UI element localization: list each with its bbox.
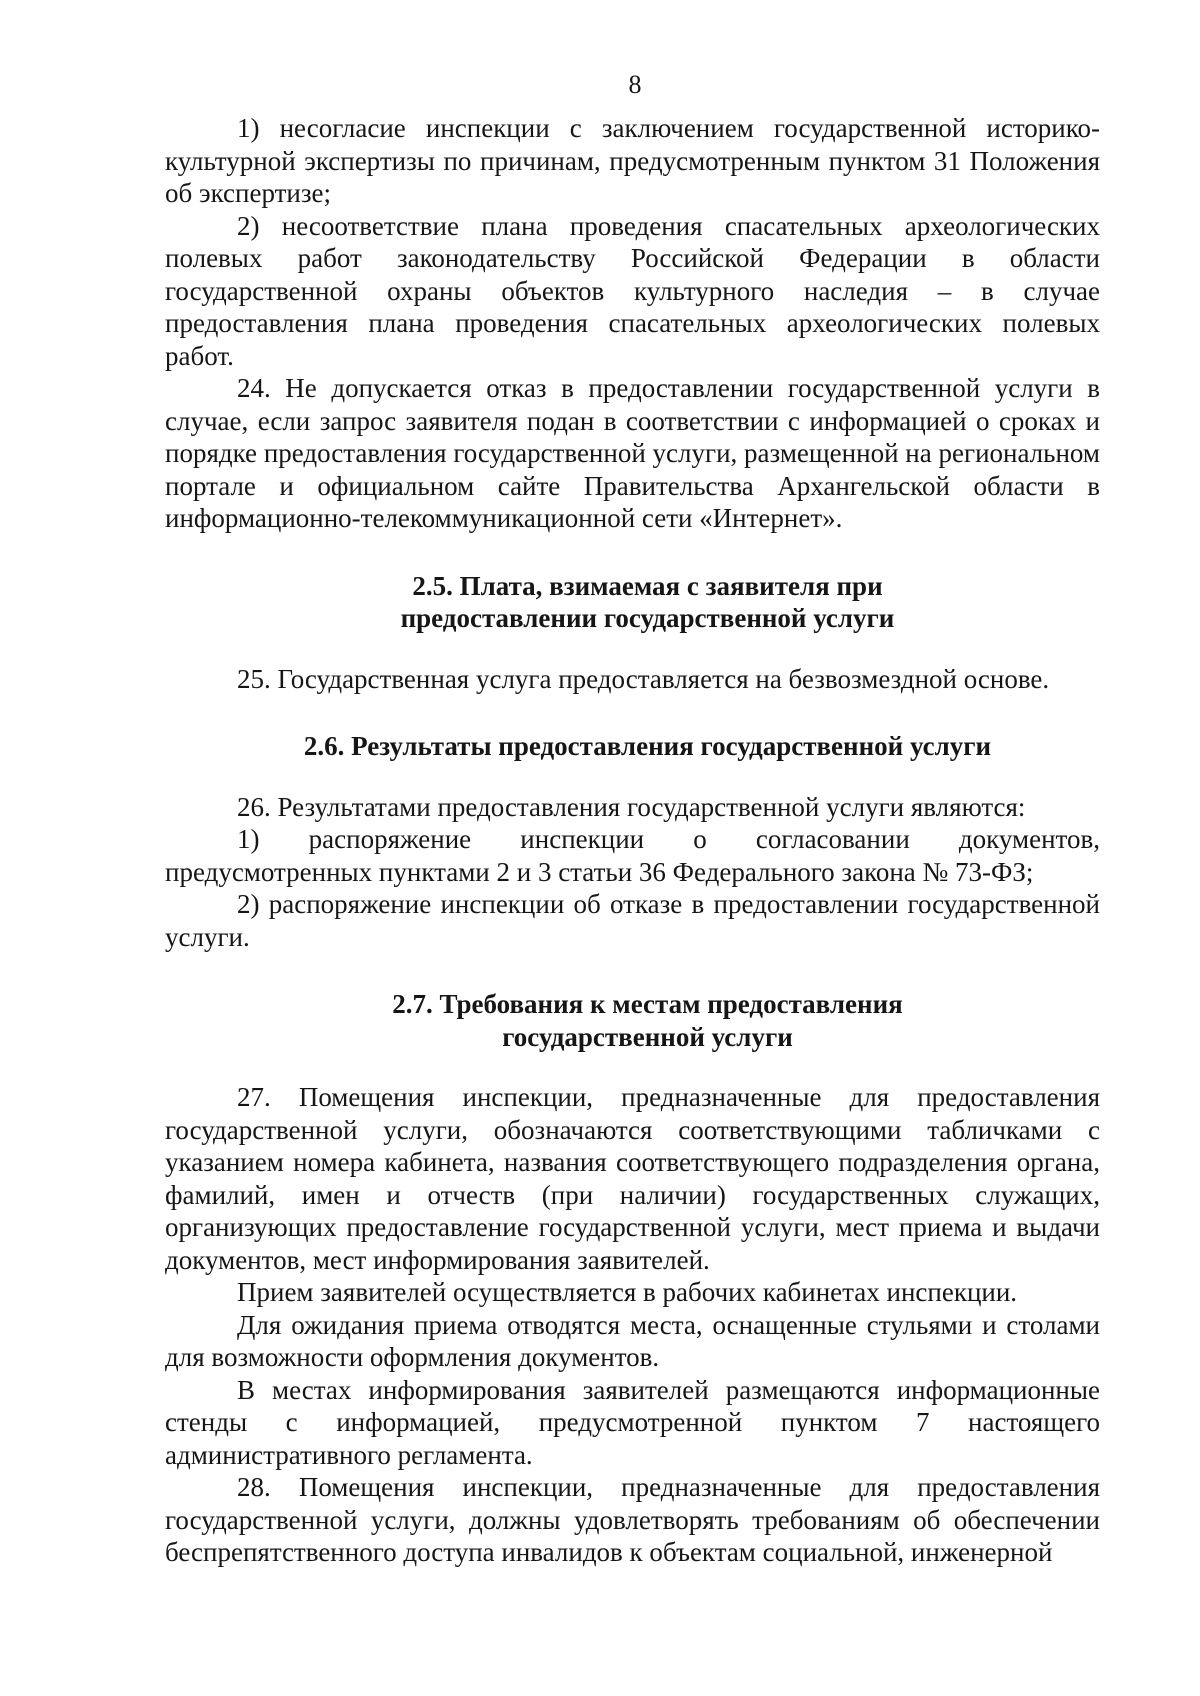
paragraph-27: 27. Помещения инспекции, предназначенные для предоставления государственной услуги, обозначаются соответствующими табличками с указанием номера кабинета, названия соответствующего подразделения органа, фамилий, имен и отчеств (при наличии) государственных служащих, организующих предоставление государственной услуги, мест приема и выдачи документов, мест информирования заявителей. — [165, 1082, 1100, 1275]
section-2-6-title: 2.6. Результаты предоставления государственной услуги — [303, 731, 992, 761]
paragraph-24: 24. Не допускается отказ в предоставлении государственной услуги в случае, если запрос заявителя подан в соответствии с информацией о сроках и порядке предоставления государственной услуги, размещенной на региональном портале и официальном сайте Правительства Архангельской области в информационно-телекоммуникационной сети «Интернет». — [165, 373, 1100, 533]
section-2-5-title-line1: 2.5. Плата, взимаемая с заявителя при — [412, 570, 883, 601]
paragraph-27-waiting: Для ожидания приема отводятся места, оснащенные стульями и столами для возможности оформления документов. — [165, 1309, 1100, 1372]
paragraph-item-2: 2) несоответствие плана проведения спасательных археологических полевых работ законодательству Российской Федерации в области государственной охраны объектов культурного наследия – в случае предоставления плана проведения спасательных археологических полевых работ. — [165, 210, 1100, 371]
paragraph-25: 25. Государственная услуга предоставляется на безвозмездной основе. — [237, 663, 1050, 694]
section-2-7-title-line2: государственной услуги — [502, 1021, 793, 1052]
section-2-7-title — [165, 988, 1100, 1053]
section-2-7-title-line1: 2.7. Требования к местам предоставления — [392, 989, 903, 1019]
paragraph-26: 26. Результатами предоставления государственной услуги являются: — [237, 791, 1026, 822]
section-2-5-title — [165, 570, 1100, 635]
paragraph-26-item-2: 2) распоряжение инспекции об отказе в предоставлении государственной услуги. — [165, 889, 1100, 952]
paragraph-27-stands: В местах информирования заявителей размещаются информационные стенды с информацией, предусмотренной пунктом 7 настоящего административного регламента. — [165, 1374, 1100, 1470]
paragraph-28: 28. Помещения инспекции, предназначенные для предоставления государственной услуги, должны удовлетворять требованиям об обеспечении беспрепятственного доступа инвалидов к объектам социальной, инженерной — [165, 1472, 1100, 1567]
page-number: 8 — [628, 70, 642, 99]
paragraph-26-item-1: 1) распоряжение инспекции о согласовании документов, предусмотренных пунктами 2 и 3 статьи 36 Федерального закона № 73-ФЗ; — [165, 824, 1100, 887]
section-2-5-title-line2: предоставлении государственной услуги — [400, 603, 895, 633]
paragraph-item-1: 1) несогласие инспекции с заключением государственной историко-культурной экспертизы по причинам, предусмотренным пунктом 31 Положения об экспертизе; — [165, 113, 1100, 208]
paragraph-27-reception: Прием заявителей осуществляется в рабочих кабинетах инспекции. — [237, 1277, 1018, 1307]
document-body — [165, 112, 1100, 1569]
